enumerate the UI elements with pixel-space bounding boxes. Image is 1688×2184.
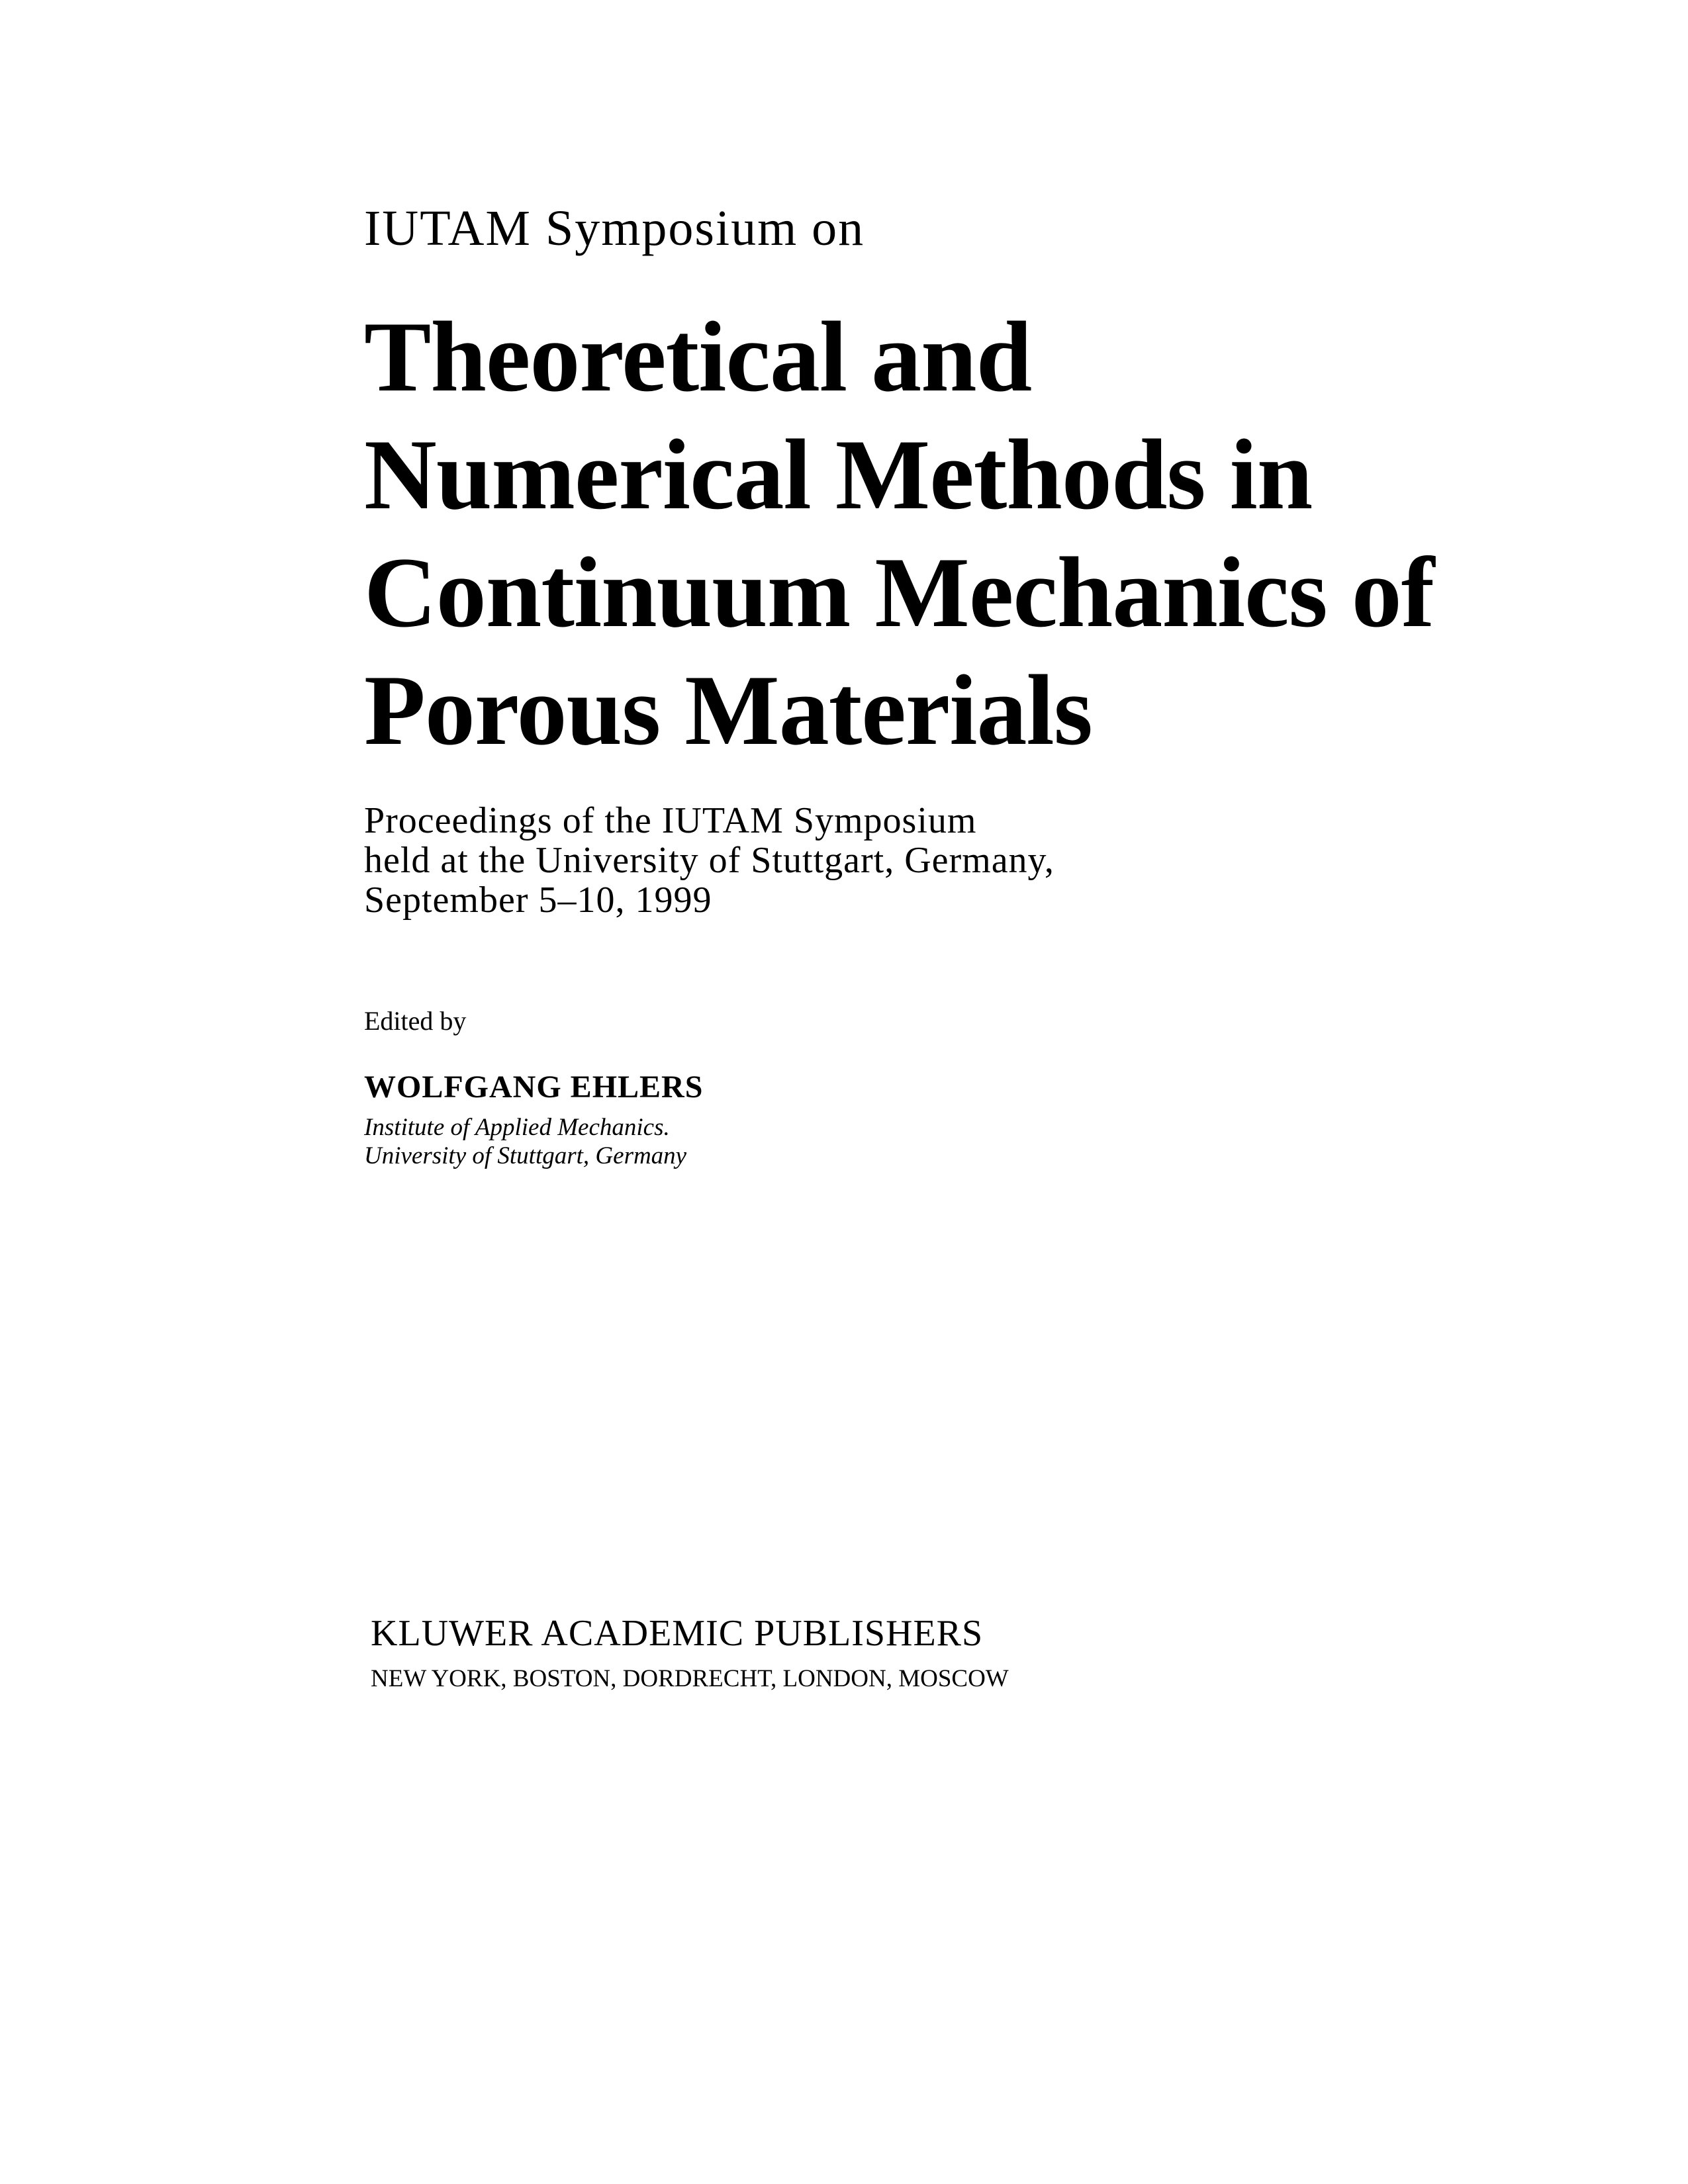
proceedings-line: September 5–10, 1999 <box>364 880 712 921</box>
editor-name: WOLFGANG EHLERS <box>364 1069 704 1105</box>
editor-affiliation <box>364 1113 686 1170</box>
proceedings-line: Proceedings of the IUTAM Symposium <box>364 800 977 841</box>
publisher-cities: NEW YORK, BOSTON, DORDRECHT, LONDON, MOSCOW <box>371 1665 1009 1692</box>
title-line: Numerical Methods in <box>364 419 1313 530</box>
title-line: Porous Materials <box>364 655 1092 766</box>
title-line: Continuum Mechanics of <box>364 537 1434 648</box>
series-line: IUTAM Symposium on <box>364 201 865 256</box>
proceedings-description <box>364 801 1055 920</box>
affiliation-line: University of Stuttgart, Germany <box>364 1142 687 1169</box>
affiliation-line: Institute of Applied Mechanics. <box>364 1114 670 1141</box>
edited-by-label: Edited by <box>364 1006 467 1036</box>
publisher-name: KLUWER ACADEMIC PUBLISHERS <box>371 1613 984 1654</box>
proceedings-line: held at the University of Stuttgart, Germany, <box>364 840 1055 881</box>
title-line: Theoretical and <box>364 301 1032 412</box>
book-title <box>364 298 1434 769</box>
